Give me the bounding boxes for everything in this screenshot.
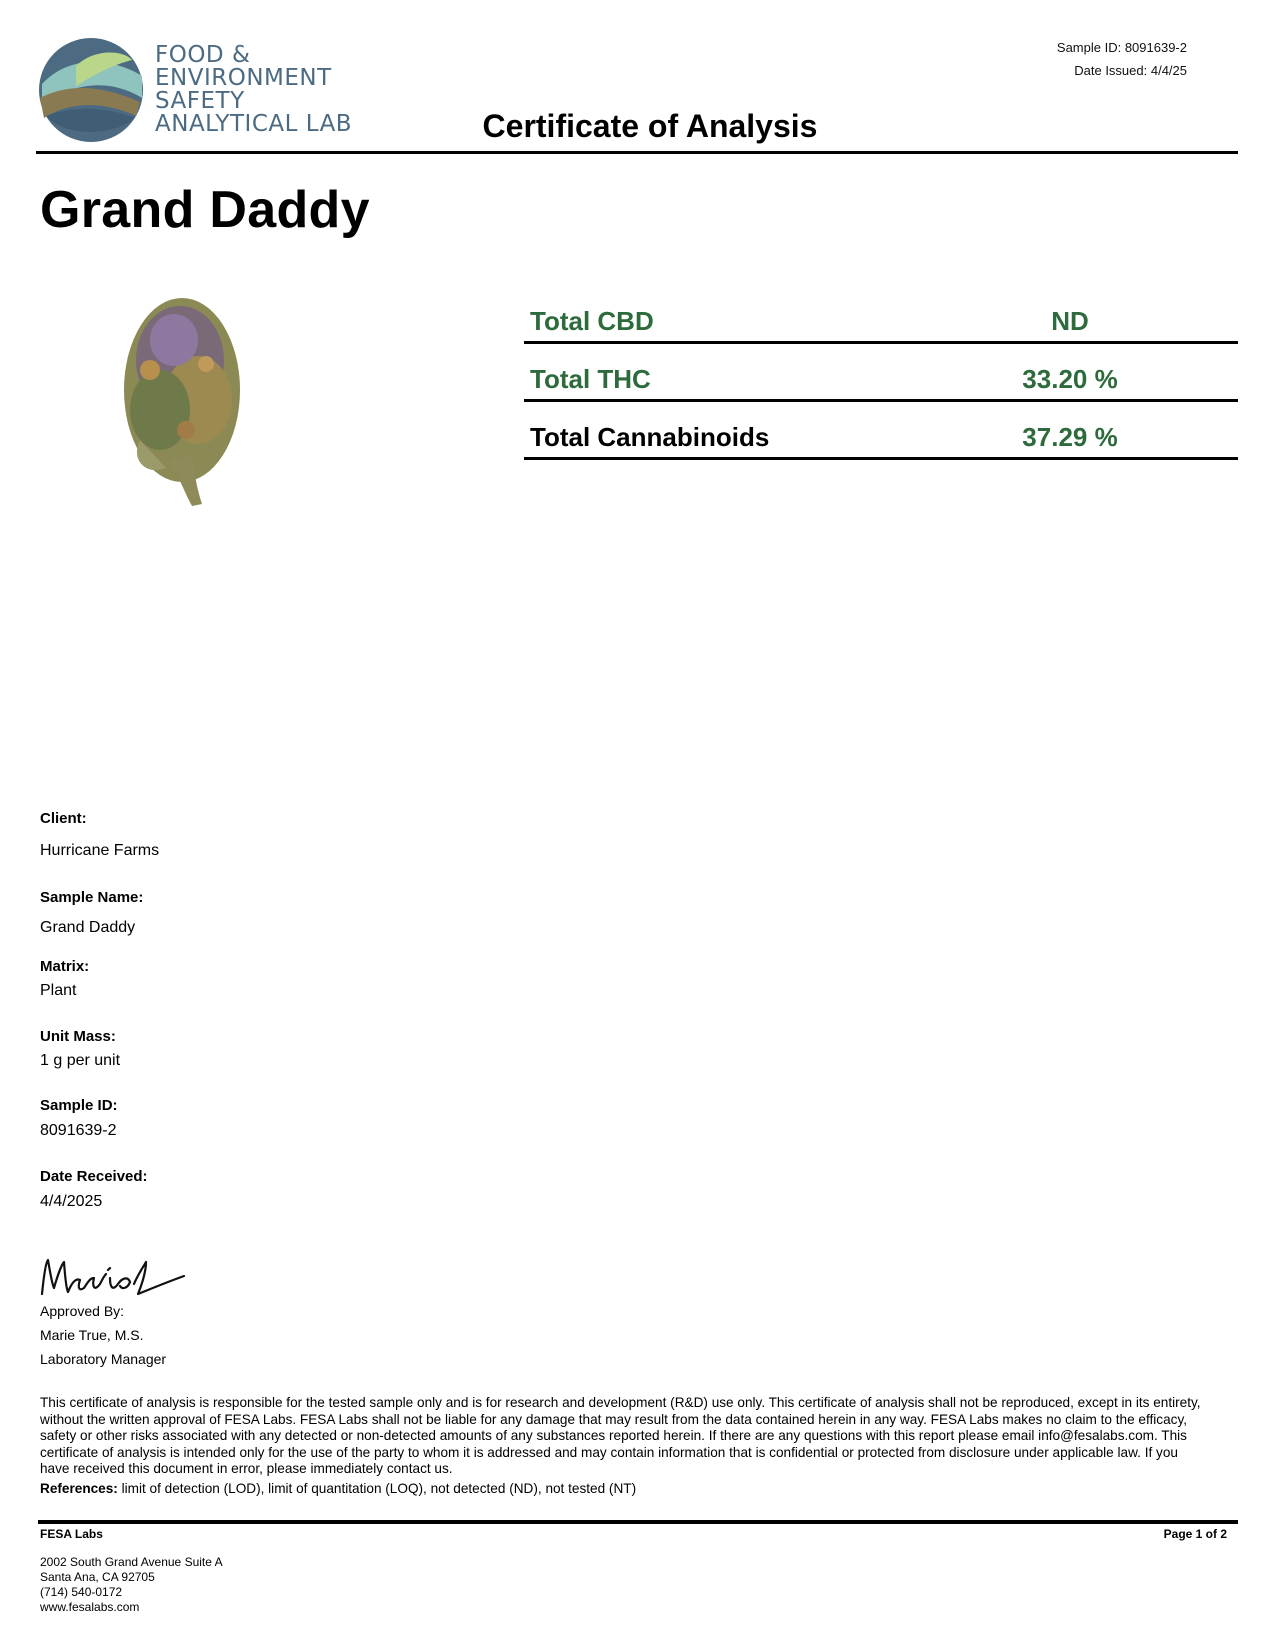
logo-line: FOOD & — [155, 42, 251, 68]
summary-value: 33.20 % — [1022, 364, 1118, 394]
product-image — [110, 290, 260, 510]
logo-line: SAFETY — [155, 88, 245, 114]
client-value: Hurricane Farms — [40, 842, 160, 859]
footer-address-line: 2002 South Grand Avenue Suite A — [40, 1555, 223, 1569]
sample-name-label: Sample Name: — [40, 889, 144, 906]
sample-id-label: Sample ID: — [40, 1097, 118, 1114]
page-number: Page 1 of 2 — [1163, 1527, 1227, 1541]
footer-company: FESA Labs — [40, 1527, 103, 1541]
page-title: Certificate of Analysis — [482, 108, 818, 144]
footer-divider — [38, 1520, 1238, 1524]
header-sample-id: Sample ID: 8091639-2 — [1056, 40, 1187, 55]
approver-role: Laboratory Manager — [40, 1351, 167, 1367]
sample-id-value: 8091639-2 — [40, 1122, 117, 1139]
references-text: limit of detection (LOD), limit of quantitation (LOQ), not detected (ND), not tested (NT) — [117, 1481, 637, 1496]
summary-label: Total THC — [530, 364, 651, 394]
footer-website: www.fesalabs.com — [40, 1600, 140, 1614]
unit-mass-label: Unit Mass: — [40, 1028, 116, 1045]
matrix-value: Plant — [40, 982, 77, 999]
summary-value: ND — [1051, 306, 1089, 336]
signature-image — [38, 1254, 188, 1302]
sample-name-value: Grand Daddy — [40, 919, 136, 936]
header-date-issued: Date Issued: 4/4/25 — [1074, 63, 1187, 78]
footer-address-line: Santa Ana, CA 92705 — [40, 1570, 155, 1584]
unit-mass-value: 1 g per unit — [40, 1052, 121, 1069]
summary-label: Total CBD — [530, 306, 654, 336]
summary-row-total-cannabinoids — [524, 399, 1238, 460]
references — [40, 1481, 636, 1496]
logo-line: ENVIRONMENT — [155, 65, 332, 91]
logo-line: ANALYTICAL LAB — [155, 111, 353, 137]
footer-phone: (714) 540-0172 — [40, 1585, 123, 1599]
summary-row-thc — [524, 341, 1238, 402]
summary-row-cbd — [524, 283, 1238, 344]
summary-label: Total Cannabinoids — [530, 422, 770, 452]
approver-name: Marie True, M.S. — [40, 1327, 144, 1343]
matrix-label: Matrix: — [40, 958, 90, 975]
client-label: Client: — [40, 810, 87, 827]
disclaimer-text: This certificate of analysis is responsible for the tested sample only and is for research and development (R&D) use only. This certificate of analysis shall not be reproduced, except in its entirety, without the written approval of FESA Labs. FESA Labs shall not be liable for any damage that may result from the data contained herein in any way. FESA Labs makes no claim to the efficacy, safety or other risks associated with any detected or non-detected amounts of any substances reported herein. If there are any questions with this report please email info@fesalabs.com. This certificate of analysis is intended only for the use of the party to whom it is addressed and may contain information that is confidential or protected from disclosure under applicable law. If you have received this document in error, please immediately contact us. — [40, 1395, 1201, 1476]
header-divider — [36, 151, 1238, 154]
summary-value: 37.29 % — [1022, 422, 1118, 452]
approved-by-label: Approved By: — [40, 1303, 125, 1319]
date-received-value: 4/4/2025 — [40, 1193, 103, 1210]
date-received-label: Date Received: — [40, 1168, 148, 1185]
product-title: Grand Daddy — [40, 181, 370, 239]
references-label: References: — [40, 1481, 118, 1496]
